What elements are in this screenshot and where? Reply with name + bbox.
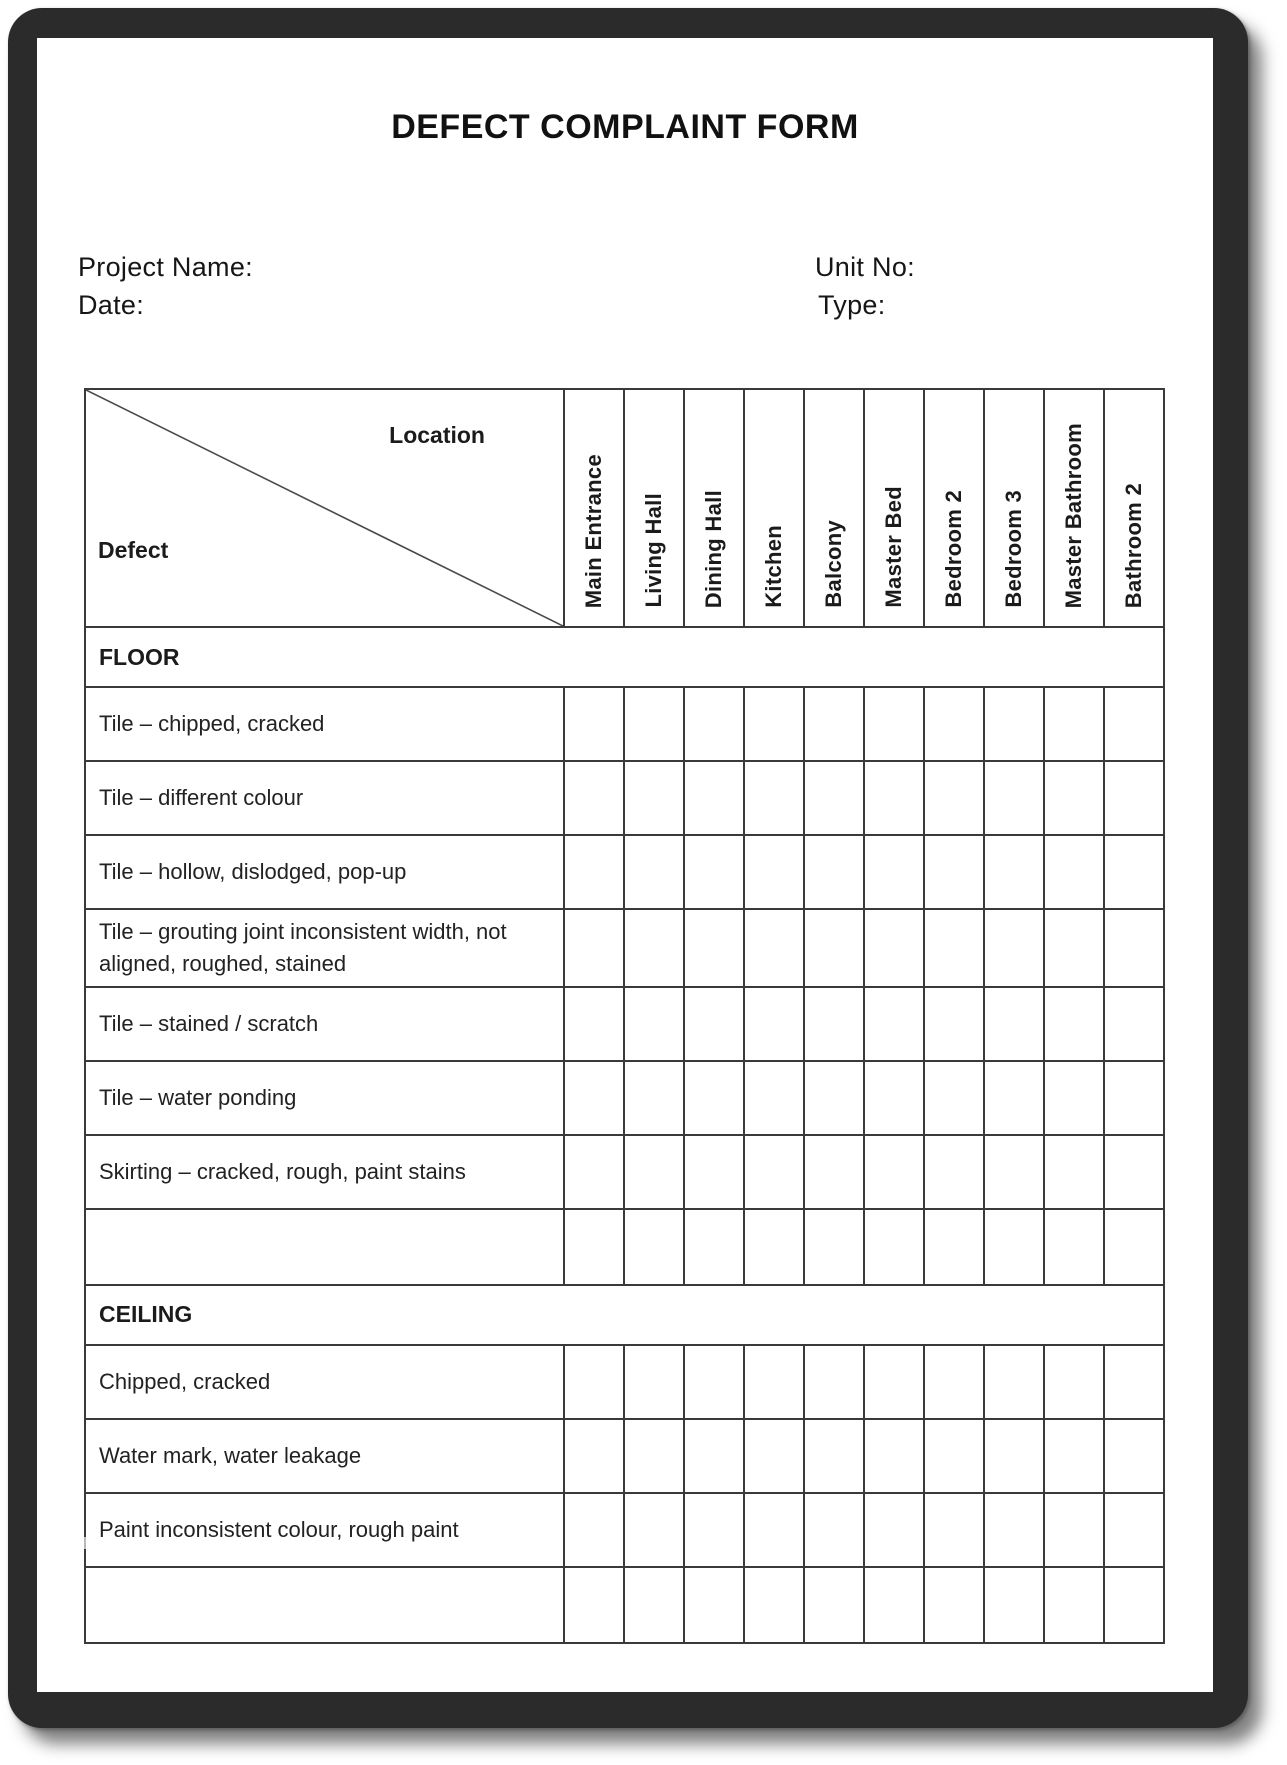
defect-location-cell[interactable] xyxy=(1104,1061,1164,1135)
defect-label-cell: Tile – grouting joint inconsistent width, not aligned, roughed, stained xyxy=(85,909,564,987)
defect-label-cell xyxy=(85,1567,564,1643)
location-header-row xyxy=(85,389,1164,627)
defect-location-cell[interactable] xyxy=(624,687,684,761)
defect-location-cell[interactable] xyxy=(984,1493,1044,1567)
defect-label-cell: Paint inconsistent colour, rough paint xyxy=(85,1493,564,1567)
location-column-label: Balcony xyxy=(821,520,846,608)
defect-location-cell[interactable] xyxy=(924,687,984,761)
location-column-header xyxy=(744,389,804,627)
defect-location-cell[interactable] xyxy=(984,1061,1044,1135)
defect-location-cell[interactable] xyxy=(804,761,864,835)
location-column-label: Main Entrance xyxy=(581,453,606,608)
defect-row xyxy=(85,1135,1164,1209)
defect-location-cell[interactable] xyxy=(624,987,684,1061)
defect-location-cell[interactable] xyxy=(864,1567,924,1643)
defect-location-cell[interactable] xyxy=(1044,1567,1104,1643)
location-column-header xyxy=(684,389,744,627)
defect-location-cell[interactable] xyxy=(984,909,1044,987)
defect-location-cell[interactable] xyxy=(1044,1209,1104,1285)
location-column-label: Master Bathroom xyxy=(1061,422,1086,608)
defect-location-cell[interactable] xyxy=(1044,1135,1104,1209)
defect-location-cell[interactable] xyxy=(924,1493,984,1567)
location-column-header xyxy=(864,389,924,627)
defect-location-cell[interactable] xyxy=(564,1345,624,1419)
section-header-row xyxy=(85,627,1164,687)
defect-location-cell[interactable] xyxy=(1104,1419,1164,1493)
defect-row xyxy=(85,687,1164,761)
defect-table-body xyxy=(85,627,1164,1643)
defect-location-cell[interactable] xyxy=(1044,1061,1104,1135)
defect-location-cell[interactable] xyxy=(1104,1209,1164,1285)
location-column-label: Bathroom 2 xyxy=(1121,482,1146,608)
defect-label: Defect xyxy=(98,537,169,563)
defect-location-cell[interactable] xyxy=(984,1567,1044,1643)
defect-location-cell[interactable] xyxy=(1044,1345,1104,1419)
defect-label-cell: Water mark, water leakage xyxy=(85,1419,564,1493)
diagonal-line xyxy=(86,390,563,626)
location-column-header xyxy=(984,389,1044,627)
defect-location-cell[interactable] xyxy=(1104,1135,1164,1209)
defect-row xyxy=(85,761,1164,835)
defect-row xyxy=(85,1567,1164,1643)
defect-location-cell[interactable] xyxy=(744,987,804,1061)
defect-label-cell: Skirting – cracked, rough, paint stains xyxy=(85,1135,564,1209)
defect-location-cell[interactable] xyxy=(804,1209,864,1285)
defect-location-cell[interactable] xyxy=(984,1209,1044,1285)
defect-location-cell[interactable] xyxy=(684,1209,744,1285)
defect-location-cell[interactable] xyxy=(684,761,744,835)
defect-location-cell[interactable] xyxy=(864,687,924,761)
defect-location-cell[interactable] xyxy=(1044,761,1104,835)
defect-location-cell[interactable] xyxy=(564,761,624,835)
defect-location-cell[interactable] xyxy=(864,1209,924,1285)
defect-row xyxy=(85,987,1164,1061)
location-column-label: Bedroom 3 xyxy=(1001,490,1026,608)
location-column-header xyxy=(804,389,864,627)
defect-location-cell[interactable] xyxy=(804,909,864,987)
defect-row xyxy=(85,1061,1164,1135)
defect-location-cell[interactable] xyxy=(624,1209,684,1285)
defect-location-cell[interactable] xyxy=(624,909,684,987)
defect-label-cell: Tile – chipped, cracked xyxy=(85,687,564,761)
defect-location-cell[interactable] xyxy=(864,835,924,909)
defect-location-cell[interactable] xyxy=(864,761,924,835)
defect-location-cell[interactable] xyxy=(924,1209,984,1285)
defect-location-cell[interactable] xyxy=(1104,1493,1164,1567)
location-column-header xyxy=(624,389,684,627)
defect-label-cell: Chipped, cracked xyxy=(85,1345,564,1419)
defect-location-cell[interactable] xyxy=(804,1345,864,1419)
defect-location-cell[interactable] xyxy=(804,1493,864,1567)
defect-table xyxy=(84,388,1165,1644)
defect-location-cell[interactable] xyxy=(864,1345,924,1419)
defect-location-cell[interactable] xyxy=(984,761,1044,835)
defect-location-cell[interactable] xyxy=(684,1567,744,1643)
defect-location-cell[interactable] xyxy=(744,835,804,909)
defect-location-cell[interactable] xyxy=(624,1419,684,1493)
defect-location-cell[interactable] xyxy=(984,835,1044,909)
defect-location-cell[interactable] xyxy=(744,1567,804,1643)
type-label: Type: xyxy=(818,290,886,320)
section-header-row xyxy=(85,1285,1164,1345)
defect-label-cell xyxy=(85,1209,564,1285)
defect-label-cell: Tile – hollow, dislodged, pop-up xyxy=(85,835,564,909)
defect-location-cell[interactable] xyxy=(924,909,984,987)
defect-location-cell[interactable] xyxy=(564,1209,624,1285)
defect-location-cell[interactable] xyxy=(804,1061,864,1135)
defect-location-cell[interactable] xyxy=(684,687,744,761)
defect-location-cell[interactable] xyxy=(1104,987,1164,1061)
defect-location-cell[interactable] xyxy=(564,835,624,909)
defect-row xyxy=(85,1419,1164,1493)
defect-location-cell[interactable] xyxy=(924,1345,984,1419)
defect-location-cell[interactable] xyxy=(864,1493,924,1567)
defect-location-cell[interactable] xyxy=(744,761,804,835)
defect-location-cell[interactable] xyxy=(744,1345,804,1419)
section-label: FLOOR xyxy=(85,627,1164,687)
defect-location-cell[interactable] xyxy=(624,1567,684,1643)
defect-row xyxy=(85,1209,1164,1285)
scan-artifact-stub xyxy=(84,1537,86,1549)
defect-location-cell[interactable] xyxy=(564,687,624,761)
page-frame xyxy=(8,8,1248,1728)
defect-location-cell[interactable] xyxy=(564,909,624,987)
defect-location-cell[interactable] xyxy=(564,1135,624,1209)
defect-location-cell[interactable] xyxy=(924,1567,984,1643)
defect-location-cell[interactable] xyxy=(1104,687,1164,761)
defect-location-cell[interactable] xyxy=(564,987,624,1061)
defect-location-cell[interactable] xyxy=(984,1419,1044,1493)
defect-label-cell: Tile – stained / scratch xyxy=(85,987,564,1061)
defect-location-cell[interactable] xyxy=(564,1567,624,1643)
defect-location-cell[interactable] xyxy=(1044,835,1104,909)
defect-location-cell[interactable] xyxy=(1044,909,1104,987)
defect-location-cell[interactable] xyxy=(984,1135,1044,1209)
defect-row xyxy=(85,909,1164,987)
defect-location-cell[interactable] xyxy=(744,1135,804,1209)
location-column-header xyxy=(564,389,624,627)
defect-location-cell[interactable] xyxy=(924,1135,984,1209)
defect-location-cell[interactable] xyxy=(984,687,1044,761)
defect-location-cell[interactable] xyxy=(744,1419,804,1493)
unit-no-label: Unit No: xyxy=(815,252,915,282)
defect-row xyxy=(85,1345,1164,1419)
defect-location-cell[interactable] xyxy=(564,1419,624,1493)
location-column-label: Bedroom 2 xyxy=(941,490,966,608)
defect-location-cell[interactable] xyxy=(744,1061,804,1135)
defect-location-cell[interactable] xyxy=(624,1061,684,1135)
defect-location-cell[interactable] xyxy=(564,1493,624,1567)
defect-location-cell[interactable] xyxy=(1104,1567,1164,1643)
defect-location-cell[interactable] xyxy=(684,835,744,909)
defect-label-cell: Tile – different colour xyxy=(85,761,564,835)
defect-location-cell[interactable] xyxy=(924,761,984,835)
section-label: CEILING xyxy=(85,1285,1164,1345)
location-column-label: Master Bed xyxy=(881,486,906,608)
defect-location-cell[interactable] xyxy=(924,1419,984,1493)
defect-location-cell[interactable] xyxy=(684,1135,744,1209)
defect-location-cell[interactable] xyxy=(804,835,864,909)
defect-location-cell[interactable] xyxy=(624,1493,684,1567)
defect-location-cell[interactable] xyxy=(564,1061,624,1135)
defect-location-cell[interactable] xyxy=(1044,1419,1104,1493)
defect-location-cell[interactable] xyxy=(804,687,864,761)
defect-location-cell[interactable] xyxy=(624,1135,684,1209)
project-name-label: Project Name: xyxy=(78,252,253,282)
location-column-header xyxy=(1104,389,1164,627)
defect-location-cell[interactable] xyxy=(624,1345,684,1419)
defect-row xyxy=(85,835,1164,909)
form-title: DEFECT COMPLAINT FORM xyxy=(391,108,859,146)
defect-location-cell[interactable] xyxy=(1104,835,1164,909)
defect-location-cell[interactable] xyxy=(1104,761,1164,835)
defect-location-cell[interactable] xyxy=(804,1567,864,1643)
location-column-label: Dining Hall xyxy=(701,489,726,608)
date-label: Date: xyxy=(78,290,145,320)
location-column-label: Living Hall xyxy=(641,493,666,608)
defect-location-cell[interactable] xyxy=(864,1419,924,1493)
defect-location-cell[interactable] xyxy=(744,1209,804,1285)
defect-row xyxy=(85,1493,1164,1567)
location-column-header xyxy=(1044,389,1104,627)
defect-location-cell[interactable] xyxy=(864,909,924,987)
defect-location-cell[interactable] xyxy=(924,1061,984,1135)
defect-location-cell[interactable] xyxy=(924,987,984,1061)
defect-location-cell[interactable] xyxy=(744,687,804,761)
defect-location-cell[interactable] xyxy=(1104,1345,1164,1419)
defect-label-cell: Tile – water ponding xyxy=(85,1061,564,1135)
defect-location-cell[interactable] xyxy=(804,1419,864,1493)
defect-location-cell[interactable] xyxy=(1044,1493,1104,1567)
location-column-label: Kitchen xyxy=(761,525,786,608)
defect-location-cell[interactable] xyxy=(684,1419,744,1493)
location-column-header xyxy=(924,389,984,627)
corner-cell xyxy=(85,389,564,627)
defect-location-cell[interactable] xyxy=(804,987,864,1061)
defect-location-cell[interactable] xyxy=(804,1135,864,1209)
form-page xyxy=(37,38,1213,1692)
defect-location-cell[interactable] xyxy=(864,1135,924,1209)
defect-location-cell[interactable] xyxy=(684,1061,744,1135)
defect-location-cell[interactable] xyxy=(684,987,744,1061)
defect-location-cell[interactable] xyxy=(1104,909,1164,987)
defect-location-cell[interactable] xyxy=(684,909,744,987)
defect-location-cell[interactable] xyxy=(864,987,924,1061)
defect-location-cell[interactable] xyxy=(984,1345,1044,1419)
defect-location-cell[interactable] xyxy=(1044,987,1104,1061)
defect-location-cell[interactable] xyxy=(684,1493,744,1567)
defect-location-cell[interactable] xyxy=(984,987,1044,1061)
defect-location-cell[interactable] xyxy=(924,835,984,909)
defect-location-cell[interactable] xyxy=(684,1345,744,1419)
defect-location-cell[interactable] xyxy=(864,1061,924,1135)
defect-location-cell[interactable] xyxy=(744,1493,804,1567)
defect-location-cell[interactable] xyxy=(744,909,804,987)
defect-location-cell[interactable] xyxy=(624,761,684,835)
defect-location-cell[interactable] xyxy=(624,835,684,909)
defect-location-cell[interactable] xyxy=(1044,687,1104,761)
location-label: Location xyxy=(389,422,485,448)
